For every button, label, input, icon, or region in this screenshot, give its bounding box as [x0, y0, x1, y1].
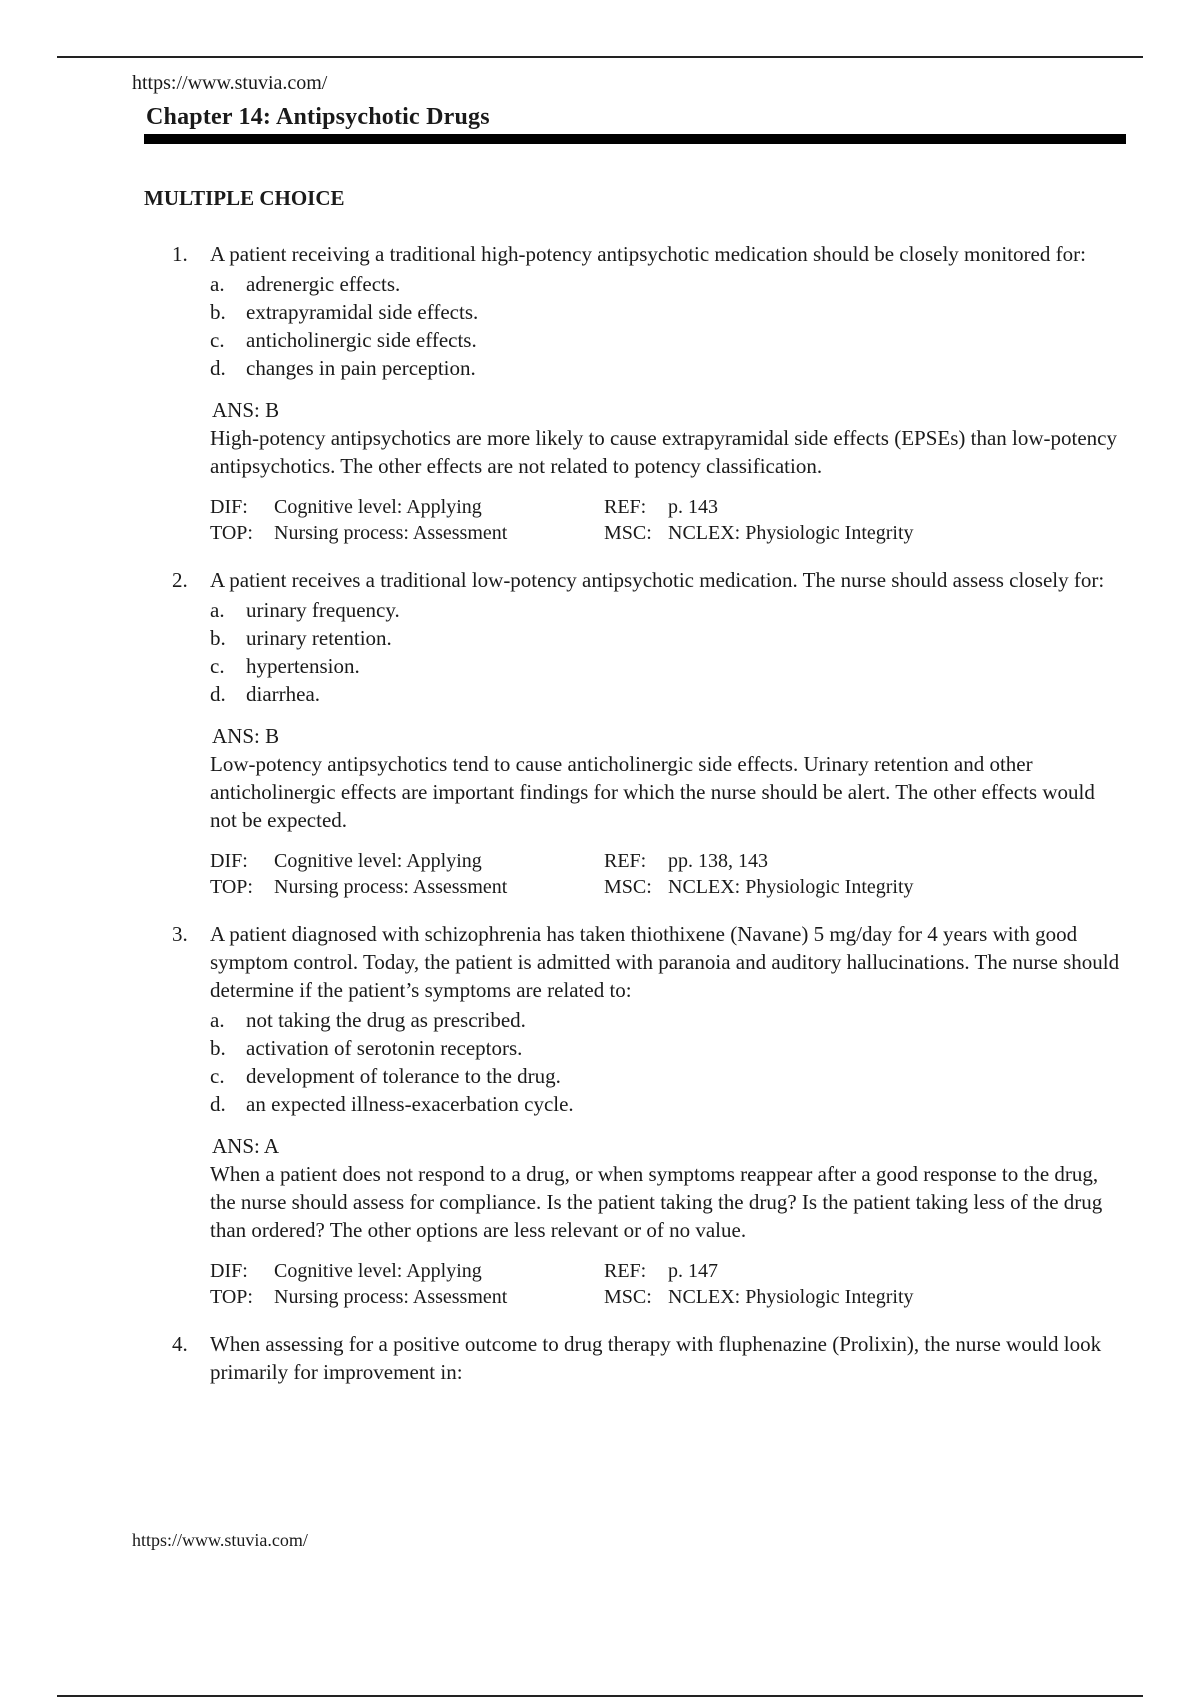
meta-msc: MSC: NCLEX: Physiologic Integrity: [604, 1286, 914, 1308]
question-number: 1.: [172, 242, 188, 266]
meta-top: TOP: Nursing process: Assessment: [210, 1286, 508, 1308]
option-b: [210, 298, 1120, 326]
option-c: [210, 1062, 1120, 1090]
option-text: not taking the drug as prescribed.: [246, 1008, 526, 1032]
question-number: 3.: [172, 922, 188, 946]
title-underline-bar: [144, 134, 1126, 144]
option-text: diarrhea.: [246, 682, 321, 706]
question-number: 2.: [172, 568, 188, 592]
answer-block: [210, 722, 1120, 834]
question-metadata: [210, 848, 1120, 900]
option-text: changes in pain perception.: [246, 356, 476, 380]
option-text: urinary frequency.: [246, 598, 400, 622]
option-a: [210, 596, 1120, 624]
option-d: [210, 680, 1120, 708]
answer-block: [210, 396, 1120, 480]
answer-rationale: When a patient does not respond to a drug, or when symptoms reappear after a good response to the drug, the nurse should assess for compliance. Is the patient taking the drug? Is the patient taking less of the drug than ordered? The other options are less relevant or of no value.: [210, 1162, 1103, 1242]
answer-rationale: Low-potency antipsychotics tend to cause anticholinergic side effects. Urinary retention and other anticholinergic effects are important findings for which the nurse should be alert. The other effects would not be expected.: [210, 752, 1095, 832]
question-list: [160, 240, 1120, 1386]
question-stem: When assessing for a positive outcome to drug therapy with fluphenazine (Prolixin), the nurse would look primarily for improvement in:: [210, 1332, 1102, 1384]
top-rule: [57, 56, 1143, 58]
question-stem: A patient receiving a traditional high-potency antipsychotic medication should be closely monitored for:: [210, 242, 1086, 266]
question-stem: A patient receives a traditional low-potency antipsychotic medication. The nurse should assess closely for:: [210, 568, 1105, 592]
question-stem: A patient diagnosed with schizophrenia has taken thiothixene (Navane) 5 mg/day for 4 years with good symptom control. Today, the patient is admitted with paranoia and auditory hallucinations. The nurse should determine if the patient’s symptoms are related to:: [210, 922, 1120, 1002]
option-text: anticholinergic side effects.: [246, 328, 477, 352]
answer-key: ANS: A: [212, 1134, 280, 1158]
option-letter: c.: [210, 328, 225, 352]
bottom-rule: [57, 1695, 1143, 1697]
option-letter: b.: [210, 300, 226, 324]
option-text: extrapyramidal side effects.: [246, 300, 479, 324]
option-c: [210, 652, 1120, 680]
section-heading: MULTIPLE CHOICE: [144, 186, 345, 210]
answer-key: ANS: B: [212, 398, 280, 422]
header-url[interactable]: https://www.stuvia.com/: [132, 72, 328, 94]
option-d: [210, 1090, 1120, 1118]
meta-msc: MSC: NCLEX: Physiologic Integrity: [604, 522, 914, 544]
meta-dif: DIF: Cognitive level: Applying: [210, 850, 482, 872]
answer-block: [210, 1132, 1120, 1244]
option-text: development of tolerance to the drug.: [246, 1064, 561, 1088]
option-text: an expected illness-exacerbation cycle.: [246, 1092, 574, 1116]
question-4: [160, 1330, 1120, 1386]
option-letter: a.: [210, 1008, 225, 1032]
option-c: [210, 326, 1120, 354]
option-a: [210, 270, 1120, 298]
meta-dif: DIF: Cognitive level: Applying: [210, 496, 482, 518]
option-a: [210, 1006, 1120, 1034]
meta-ref: REF: p. 143: [604, 496, 718, 518]
option-letter: a.: [210, 598, 225, 622]
option-letter: d.: [210, 1092, 226, 1116]
meta-msc: MSC: NCLEX: Physiologic Integrity: [604, 876, 914, 898]
question-number: 4.: [172, 1332, 188, 1356]
meta-ref: REF: p. 147: [604, 1260, 718, 1282]
options-list: [210, 596, 1120, 708]
option-letter: a.: [210, 272, 225, 296]
option-text: urinary retention.: [246, 626, 392, 650]
footer-url[interactable]: https://www.stuvia.com/: [132, 1530, 308, 1550]
answer-rationale: High-potency antipsychotics are more likely to cause extrapyramidal side effects (EPSEs) than low-potency antipsychotics. The other effects are not related to potency classification.: [210, 426, 1117, 478]
option-text: adrenergic effects.: [246, 272, 401, 296]
chapter-title: Chapter 14: Antipsychotic Drugs: [146, 104, 490, 130]
option-d: [210, 354, 1120, 382]
option-text: hypertension.: [246, 654, 360, 678]
options-list: [210, 1006, 1120, 1118]
option-b: [210, 624, 1120, 652]
option-letter: d.: [210, 682, 226, 706]
answer-key: ANS: B: [212, 724, 280, 748]
option-letter: c.: [210, 654, 225, 678]
question-2: [160, 566, 1120, 900]
option-b: [210, 1034, 1120, 1062]
option-text: activation of serotonin receptors.: [246, 1036, 523, 1060]
meta-top: TOP: Nursing process: Assessment: [210, 522, 508, 544]
question-metadata: [210, 494, 1120, 546]
meta-top: TOP: Nursing process: Assessment: [210, 876, 508, 898]
question-3: [160, 920, 1120, 1310]
question-metadata: [210, 1258, 1120, 1310]
question-1: [160, 240, 1120, 546]
meta-dif: DIF: Cognitive level: Applying: [210, 1260, 482, 1282]
options-list: [210, 270, 1120, 382]
option-letter: c.: [210, 1064, 225, 1088]
option-letter: d.: [210, 356, 226, 380]
option-letter: b.: [210, 1036, 226, 1060]
option-letter: b.: [210, 626, 226, 650]
meta-ref: REF: pp. 138, 143: [604, 850, 768, 872]
